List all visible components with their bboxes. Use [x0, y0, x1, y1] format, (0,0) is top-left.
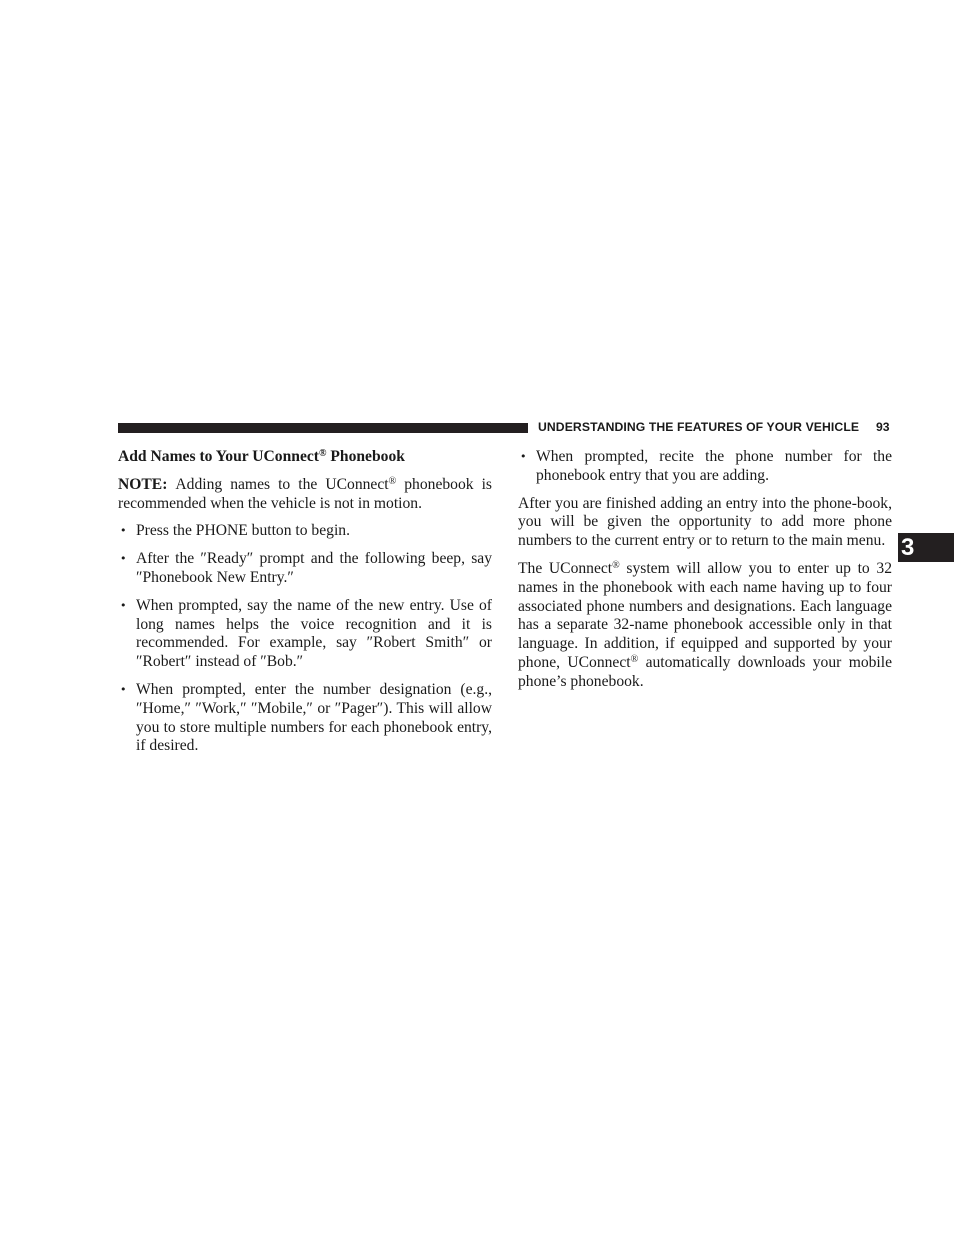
note-paragraph: NOTE: Adding names to the UConnect® phonebook is recommended when the vehicle is not in motion.: [118, 475, 493, 512]
page-number: 93: [876, 420, 890, 434]
instruction-list-continued: [518, 448, 892, 486]
registered-mark: ®: [319, 448, 327, 459]
right-column: [518, 448, 892, 701]
list-item: • When prompted, recite the phone number for the phonebook entry that you are adding.: [518, 448, 892, 486]
body-paragraph: The UConnect® system will allow you to enter up to 32 names in the phonebook with each name having up to four associated phone numbers and designations. Each language has a separate 32-name phonebook accessible only in that language. In addition, if equipped and supported by your phone, UConnect® automatically downloads your mobile phone’s phonebook.: [518, 559, 893, 690]
instruction-list: [118, 522, 492, 756]
section-heading: Add Names to Your UConnect® Phonebook: [118, 448, 405, 465]
body-paragraph: After you are finished adding an entry into the phone-book, you will be given the opportunity to add more phone numbers to the current entry or to return to the main menu.: [518, 494, 892, 550]
registered-mark: ®: [630, 653, 639, 665]
left-column: [118, 448, 492, 765]
list-item: • When prompted, say the name of the new entry. Use of long names helps the voice recognition and it is recommended. For example, say ″Robert Smith″ or ″Robert″ instead of ″Bob.″: [118, 597, 492, 672]
note-label: NOTE:: [118, 475, 168, 493]
registered-mark: ®: [612, 559, 620, 571]
running-header-title: UNDERSTANDING THE FEATURES OF YOUR VEHICLE: [538, 420, 860, 434]
list-item: • When prompted, enter the number designation (e.g., ″Home,″ ″Work,″ ″Mobile,″ or ″Pager″). This will allow you to store multiple numbers for each phonebook entry, if desired.: [118, 681, 492, 756]
list-item: • After the ″Ready″ prompt and the following beep, say ″Phonebook New Entry.″: [118, 550, 492, 588]
header-rule: [118, 423, 528, 433]
chapter-tab: 3: [898, 533, 954, 562]
registered-mark: ®: [388, 475, 397, 487]
list-item: • Press the PHONE button to begin.: [118, 522, 492, 541]
